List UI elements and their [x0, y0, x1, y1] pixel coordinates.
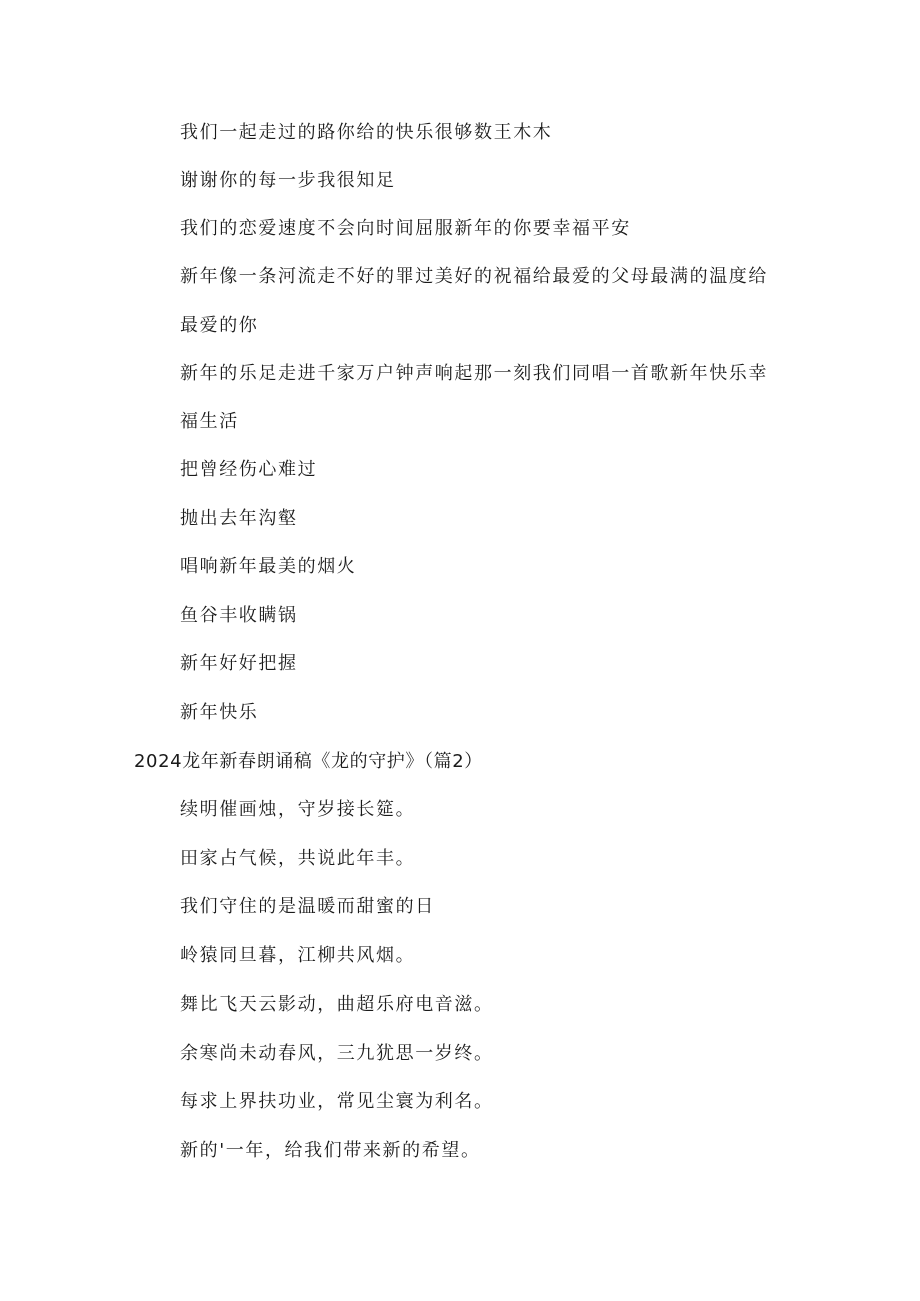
poem-line: 谢谢你的每一步我很知足	[180, 170, 396, 191]
poem-line: 我们的恋爱速度不会向时间屈服新年的你要幸福平安	[180, 218, 631, 239]
section-heading: 2024龙年新春朗诵稿《龙的守护》（篇2）	[134, 751, 483, 772]
poem-line: 余寒尚未动春风，三九犹思一岁终。	[180, 1043, 494, 1064]
poem-line: 岭猿同旦暮，江柳共风烟。	[180, 945, 416, 966]
poem-line: 新年的乐足走进千家万户钟声响起那一刻我们同唱一首歌新年快乐幸	[180, 363, 768, 384]
poem-line: 新年好好把握	[180, 653, 298, 674]
poem-line: 把曾经伤心难过	[180, 459, 318, 480]
poem-line: 福生活	[180, 411, 239, 432]
poem-line: 鱼谷丰收瞒锅	[180, 605, 298, 626]
poem-line: 每求上界扶功业，常见尘寰为利名。	[180, 1091, 494, 1112]
poem-line: 我们一起走过的路你给的快乐很够数王木木	[180, 122, 553, 143]
poem-line: 田家占气候，共说此年丰。	[180, 848, 416, 869]
poem-line: 舞比飞天云影动，曲超乐府电音滋。	[180, 994, 494, 1015]
poem-line: 续明催画烛，守岁接长筵。	[180, 799, 416, 820]
poem-line: 唱响新年最美的烟火	[180, 556, 357, 577]
poem-line: 新的'一年，给我们带来新的希望。	[180, 1140, 481, 1161]
poem-line: 新年像一条河流走不好的罪过美好的祝福给最爱的父母最满的温度给	[180, 266, 768, 287]
poem-line: 抛出去年沟壑	[180, 508, 298, 529]
poem-line: 新年快乐	[180, 702, 259, 723]
poem-line: 我们守住的是温暖而甜蜜的日	[180, 896, 435, 917]
poem-line: 最爱的你	[180, 315, 259, 336]
